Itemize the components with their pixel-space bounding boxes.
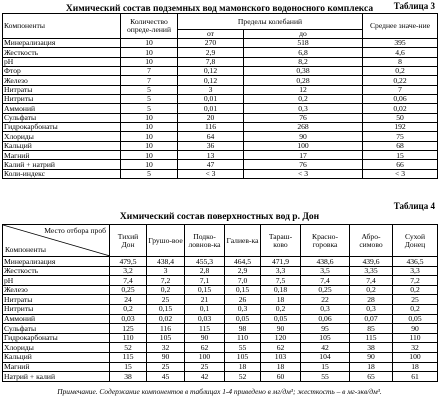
value-cell: 0,03 (185, 314, 225, 324)
value-cell: 116 (178, 123, 244, 132)
value-cell: 17 (244, 151, 363, 160)
value-cell: 0,22 (363, 76, 438, 85)
component-name: Калий + натрий (3, 160, 121, 169)
component-name: Гидрокарбонаты (3, 123, 121, 132)
value-cell: 20 (178, 113, 244, 122)
component-name: Жесткость (3, 266, 110, 276)
value-cell: 5 (121, 95, 178, 104)
value-cell: 0,03 (110, 314, 147, 324)
component-name: Аммоний (3, 314, 110, 324)
value-cell: 18 (225, 362, 261, 372)
value-cell: 8,2 (244, 57, 363, 66)
value-cell: 15 (301, 362, 350, 372)
value-cell: 0,2 (393, 304, 438, 314)
value-cell: 0,2 (363, 67, 438, 76)
value-cell: 5 (121, 104, 178, 113)
table-row (3, 372, 438, 382)
value-cell: 3,35 (350, 266, 393, 276)
value-cell: 50 (363, 113, 438, 122)
value-cell: 120 (261, 333, 301, 343)
value-cell: 55 (301, 372, 350, 382)
value-cell: 10 (121, 39, 178, 48)
value-cell: 22 (301, 295, 350, 305)
value-cell: 3,3 (261, 266, 301, 276)
value-cell: 518 (244, 39, 363, 48)
footnote: Примечание. Содержание компонентов в таблицах 1-4 приведено в мг/дм³; жесткость – в мг-экв/дм³. (57, 387, 382, 396)
value-cell: 25 (393, 295, 438, 305)
component-name: Нитраты (3, 295, 110, 305)
value-cell: 18 (261, 362, 301, 372)
value-cell: 7 (363, 85, 438, 94)
value-cell: 125 (110, 324, 147, 334)
value-cell: 0,1 (185, 304, 225, 314)
value-cell: 3,2 (110, 266, 147, 276)
value-cell: 0,3 (350, 304, 393, 314)
value-cell: 7,4 (110, 276, 147, 286)
table-row (3, 169, 438, 178)
component-name: Хлориды (3, 343, 110, 353)
value-cell: 26 (225, 295, 261, 305)
value-cell: < 3 (244, 169, 363, 178)
value-cell: 115 (185, 324, 225, 334)
component-name: Железо (3, 76, 121, 85)
table4-don-river (2, 224, 438, 382)
value-cell: 95 (301, 324, 350, 334)
value-cell: 42 (185, 372, 225, 382)
value-cell: 15 (110, 362, 147, 372)
value-cell: 0,2 (147, 285, 185, 295)
header-from: от (178, 30, 244, 39)
value-cell: 0,07 (350, 314, 393, 324)
value-cell: 21 (185, 295, 225, 305)
value-cell: 110 (225, 333, 261, 343)
component-name: Сульфаты (3, 113, 121, 122)
table-row (3, 113, 438, 122)
value-cell: 0,25 (110, 285, 147, 295)
value-cell: 0,02 (147, 314, 185, 324)
value-cell: 0,2 (350, 285, 393, 295)
value-cell: 76 (244, 160, 363, 169)
value-cell: 3,5 (301, 266, 350, 276)
header-site: Сухой Донец (393, 225, 438, 257)
table-row (3, 67, 438, 76)
value-cell: 0,12 (178, 76, 244, 85)
table3-title: Химический состав подземных вод мамонского водоносного комплекса (65, 4, 374, 14)
component-name: Кальций (3, 141, 121, 150)
value-cell: 100 (185, 352, 225, 362)
header-corner-cell (3, 225, 110, 257)
value-cell: 464,5 (225, 257, 261, 267)
value-cell: 7 (121, 67, 178, 76)
value-cell: 0,01 (178, 95, 244, 104)
value-cell: 47 (178, 160, 244, 169)
component-name: Натрий + калий (3, 372, 110, 382)
component-name: Нитриты (3, 304, 110, 314)
value-cell: 28 (350, 295, 393, 305)
value-cell: 7,2 (147, 276, 185, 286)
value-cell: 0,38 (244, 67, 363, 76)
value-cell: 90 (261, 324, 301, 334)
value-cell: 0,05 (393, 314, 438, 324)
value-cell: 85 (350, 324, 393, 334)
value-cell: 105 (147, 333, 185, 343)
header-mean: Среднее значе-ние (363, 14, 438, 39)
value-cell: 25 (147, 295, 185, 305)
value-cell: 0,06 (363, 95, 438, 104)
component-name: Аммоний (3, 104, 121, 113)
value-cell: 105 (225, 352, 261, 362)
table-row (3, 285, 438, 295)
value-cell: 61 (393, 372, 438, 382)
value-cell: 0,3 (301, 304, 350, 314)
value-cell: 0,2 (110, 304, 147, 314)
value-cell: 471,9 (261, 257, 301, 267)
value-cell: 42 (301, 343, 350, 353)
header-site: Подко-ловнов-ка (185, 225, 225, 257)
table-row (3, 151, 438, 160)
header-site: Красно-горовка (301, 225, 350, 257)
value-cell: 90 (147, 352, 185, 362)
value-cell: 66 (363, 160, 438, 169)
component-name: Железо (3, 285, 110, 295)
value-cell: 38 (350, 343, 393, 353)
value-cell: 7,1 (185, 276, 225, 286)
component-name: Магний (3, 362, 110, 372)
value-cell: 104 (301, 352, 350, 362)
value-cell: 3 (178, 85, 244, 94)
table-row (3, 76, 438, 85)
value-cell: 455,3 (185, 257, 225, 267)
component-name: Сульфаты (3, 324, 110, 334)
header-site: Тихий Дон (110, 225, 147, 257)
value-cell: 115 (350, 333, 393, 343)
value-cell: 110 (393, 333, 438, 343)
value-cell: 10 (121, 48, 178, 57)
header-site: Тараш-ково (261, 225, 301, 257)
value-cell: 98 (225, 324, 261, 334)
value-cell: 438,6 (301, 257, 350, 267)
value-cell: 62 (185, 343, 225, 353)
value-cell: 10 (121, 57, 178, 66)
value-cell: 62 (261, 343, 301, 353)
header-sampling-site: Место отбора проб (44, 226, 106, 235)
table-row (3, 132, 438, 141)
value-cell: 0,28 (244, 76, 363, 85)
table-row (3, 95, 438, 104)
value-cell: 7,2 (393, 276, 438, 286)
value-cell: 2,9 (178, 48, 244, 57)
value-cell: 2,9 (225, 266, 261, 276)
value-cell: 0,2 (244, 95, 363, 104)
value-cell: 0,25 (301, 285, 350, 295)
value-cell: 90 (244, 132, 363, 141)
value-cell: 10 (121, 132, 178, 141)
component-name: Минерализация (3, 39, 121, 48)
component-name: Минерализация (3, 257, 110, 267)
value-cell: 7,4 (350, 276, 393, 286)
value-cell: 0,05 (225, 314, 261, 324)
value-cell: 55 (225, 343, 261, 353)
value-cell: 3,3 (393, 266, 438, 276)
value-cell: 100 (393, 352, 438, 362)
value-cell: 7,5 (261, 276, 301, 286)
value-cell: 10 (121, 141, 178, 150)
value-cell: 0,15 (185, 285, 225, 295)
value-cell: 3 (147, 266, 185, 276)
component-name: pH (3, 276, 110, 286)
component-name: Нитриты (3, 95, 121, 104)
table-row (3, 104, 438, 113)
value-cell: 5 (121, 169, 178, 178)
table-row (3, 123, 438, 132)
value-cell: 12 (244, 85, 363, 94)
table4-title: Химический состав поверхностных вод р. Дон (119, 212, 320, 222)
value-cell: 436,5 (393, 257, 438, 267)
value-cell: 0,3 (225, 304, 261, 314)
value-cell: 45 (147, 372, 185, 382)
table-row (3, 85, 438, 94)
value-cell: 18 (261, 295, 301, 305)
value-cell: 15 (363, 151, 438, 160)
value-cell: 90 (185, 333, 225, 343)
table-row (3, 141, 438, 150)
table-row (3, 266, 438, 276)
table3-label: Таблица 3 (393, 1, 435, 11)
value-cell: 7,8 (178, 57, 244, 66)
value-cell: 18 (350, 362, 393, 372)
value-cell: 24 (110, 295, 147, 305)
value-cell: 52 (225, 372, 261, 382)
value-cell: 10 (121, 113, 178, 122)
value-cell: 0,15 (147, 304, 185, 314)
header-components: Компоненты (5, 245, 46, 255)
header-site: Грушо-вое (147, 225, 185, 257)
header-site: Галиев-ка (225, 225, 261, 257)
component-name: Магний (3, 151, 121, 160)
table-row (3, 295, 438, 305)
table-row (3, 276, 438, 286)
header-to: до (244, 30, 363, 39)
value-cell: 18 (393, 362, 438, 372)
table4-label: Таблица 4 (393, 201, 435, 211)
value-cell: 0,18 (261, 285, 301, 295)
table-row (3, 333, 438, 343)
value-cell: 395 (363, 39, 438, 48)
value-cell: 0,12 (178, 67, 244, 76)
value-cell: 38 (110, 372, 147, 382)
value-cell: 10 (121, 123, 178, 132)
value-cell: 25 (185, 362, 225, 372)
header-components: Компоненты (3, 14, 121, 39)
value-cell: 6,8 (244, 48, 363, 57)
table-row (3, 314, 438, 324)
value-cell: 52 (110, 343, 147, 353)
value-cell: 268 (244, 123, 363, 132)
value-cell: 64 (178, 132, 244, 141)
value-cell: 10 (121, 151, 178, 160)
value-cell: 68 (363, 141, 438, 150)
component-name: Коли-индекс (3, 169, 121, 178)
value-cell: 5 (121, 85, 178, 94)
value-cell: 103 (261, 352, 301, 362)
value-cell: 60 (261, 372, 301, 382)
component-name: Хлориды (3, 132, 121, 141)
value-cell: 0,15 (225, 285, 261, 295)
table-row (3, 39, 438, 48)
value-cell: 0,06 (301, 314, 350, 324)
value-cell: 0,01 (178, 104, 244, 113)
value-cell: 75 (363, 132, 438, 141)
header-range: Пределы колебаний (178, 14, 363, 30)
table-row (3, 257, 438, 267)
component-name: Гидрокарбонаты (3, 333, 110, 343)
value-cell: 32 (147, 343, 185, 353)
value-cell: 100 (244, 141, 363, 150)
table-row (3, 352, 438, 362)
table-row (3, 362, 438, 372)
value-cell: 32 (393, 343, 438, 353)
value-cell: 76 (244, 113, 363, 122)
component-name: Фтор (3, 67, 121, 76)
value-cell: 2,8 (185, 266, 225, 276)
header-count: Количество опреде-лений (121, 14, 178, 39)
value-cell: 0,02 (363, 104, 438, 113)
value-cell: < 3 (178, 169, 244, 178)
table3-groundwater (2, 13, 438, 179)
value-cell: < 3 (363, 169, 438, 178)
table-row (3, 343, 438, 353)
value-cell: 13 (178, 151, 244, 160)
table-row (3, 304, 438, 314)
value-cell: 7 (121, 76, 178, 85)
component-name: pH (3, 57, 121, 66)
value-cell: 115 (110, 352, 147, 362)
value-cell: 105 (301, 333, 350, 343)
table-row (3, 160, 438, 169)
value-cell: 10 (121, 160, 178, 169)
value-cell: 36 (178, 141, 244, 150)
component-name: Нитраты (3, 85, 121, 94)
value-cell: 7,0 (225, 276, 261, 286)
value-cell: 4,6 (363, 48, 438, 57)
value-cell: 479,5 (110, 257, 147, 267)
value-cell: 0,2 (261, 304, 301, 314)
value-cell: 7,4 (301, 276, 350, 286)
value-cell: 25 (147, 362, 185, 372)
component-name: Жесткость (3, 48, 121, 57)
value-cell: 0,05 (261, 314, 301, 324)
value-cell: 439,6 (350, 257, 393, 267)
table-row (3, 48, 438, 57)
value-cell: 116 (147, 324, 185, 334)
value-cell: 0,2 (393, 285, 438, 295)
table-row (3, 324, 438, 334)
header-site: Абро-симово (350, 225, 393, 257)
value-cell: 90 (350, 352, 393, 362)
component-name: Кальций (3, 352, 110, 362)
value-cell: 438,4 (147, 257, 185, 267)
value-cell: 192 (363, 123, 438, 132)
value-cell: 90 (393, 324, 438, 334)
value-cell: 270 (178, 39, 244, 48)
table-row (3, 57, 438, 66)
value-cell: 65 (350, 372, 393, 382)
value-cell: 110 (110, 333, 147, 343)
value-cell: 0,3 (244, 104, 363, 113)
value-cell: 8 (363, 57, 438, 66)
